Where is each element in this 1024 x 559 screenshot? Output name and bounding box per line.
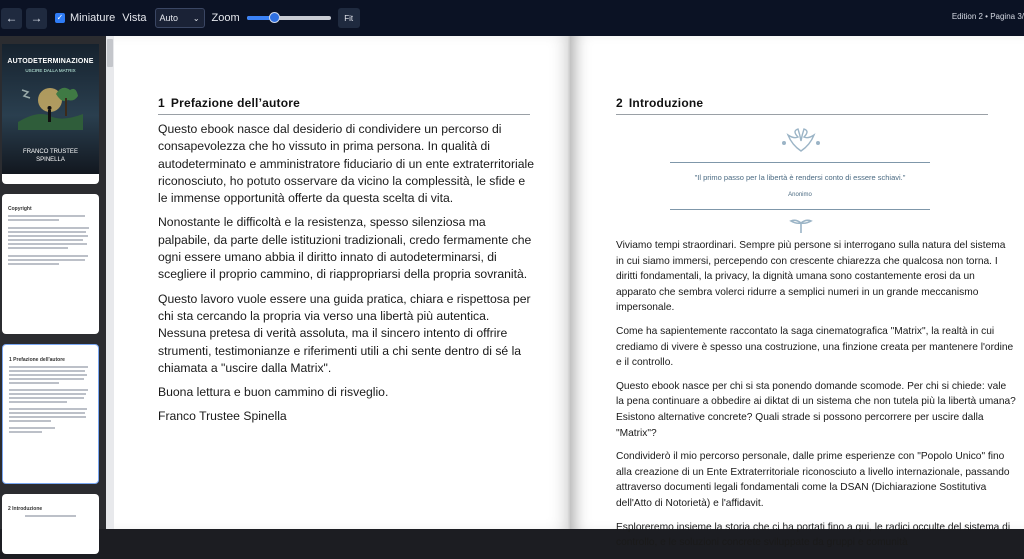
sidebar-scrollbar-thumb[interactable] xyxy=(107,39,113,67)
arrow-right-icon: → xyxy=(30,11,43,25)
toolbar xyxy=(0,0,1024,36)
thumbnail-introduzione-title: 2 Introduzione xyxy=(8,506,43,512)
thumbnails-checkbox[interactable] xyxy=(55,13,65,23)
book-spread xyxy=(114,36,1024,549)
epigraph-rule-bottom xyxy=(670,209,930,210)
checkmark-icon: ✓ xyxy=(56,13,64,22)
paragraph: Nonostante le difficoltà e la resistenza, spesso silenziosa ma palpabile, da parte delle istituzioni tradizionali, credo fermamente che ogni essere umano abbia il diritto innato di autodeterminarsi, di scegliere il proprio cammino, di riappropriarsi della propria sovranità. xyxy=(158,215,532,282)
fit-button[interactable]: Fit xyxy=(338,8,360,28)
thumbnail-sidebar xyxy=(0,36,106,529)
paragraph: Questo lavoro vuole essere una guida pratica, chiara e rispettosa per chi sta cercando la propria via verso una libertà più autentica. Nessuna pretesa di verità assoluta, ma il sincero intento di offrire strumenti, testimonianze e riferimenti utili a chi sente dentro di sé la chiamata a "uscire dalla Matrix". xyxy=(158,291,531,375)
chapter-title: Introduzione xyxy=(628,96,704,110)
ornament-top-icon xyxy=(778,127,824,153)
author-signature: Franco Trustee Spinella xyxy=(158,409,287,424)
chapter-title: Prefazione dell’autore xyxy=(170,96,300,110)
right-page-body xyxy=(616,238,1016,559)
epigraph-rule-top xyxy=(670,162,930,163)
chevron-down-icon: ⌄ xyxy=(192,13,200,23)
left-page xyxy=(114,36,570,529)
left-page-body xyxy=(158,121,534,433)
chapter-number: 2 xyxy=(616,96,623,110)
cover-art-icon xyxy=(18,80,83,130)
chapter-heading-2 xyxy=(616,96,703,110)
heading-divider xyxy=(158,114,530,115)
heading-divider xyxy=(616,114,988,115)
thumbnail-prefazione[interactable] xyxy=(2,344,99,484)
forward-button[interactable] xyxy=(26,8,47,29)
paragraph: Questo ebook nasce dal desiderio di condividere un percorso di consapevolezza che ho vissuto in prima persona. In qualità di autodeterminato e amministratore fiduciario di un ente extraterritoriale riconosciuto, ho potuto osservare da vicino la complessità, le sfide e le immense opportunità offerte da questa scelta di vita. xyxy=(158,122,534,206)
paragraph: Condividerò il mio percorso personale, dalle prime esperienze con "Popolo Unico" fino alla creazione di un Ente Extraterritoriale riconosciuto a livello internazionale, passando attraverso documenti legali fondamentali come la DSAN (Dichiarazione Sostitutiva dell'Atto di Notorietà) e l'affidavit. xyxy=(616,451,1010,509)
paragraph: Come ha sapientemente raccontato la saga cinematografica "Matrix", la realtà in cui crediamo di vivere è spesso una costruzione, una finzione creata per mantenere l'ordine e il controllo. xyxy=(616,325,1014,369)
epigraph-quote: "Il primo passo per la libertà è rendersi conto di essere schiavi." xyxy=(694,173,906,182)
chapter-heading-1 xyxy=(158,96,300,110)
cover-title: AUTODETERMINAZIONE xyxy=(7,58,94,65)
thumbnail-prefazione-title: 1 Prefazione dell'autore xyxy=(9,357,65,363)
thumbnail-copyright-title: Copyright xyxy=(8,206,32,212)
cover-author xyxy=(2,148,99,164)
arrow-left-icon: ← xyxy=(5,11,18,25)
paragraph: Questo ebook nasce per chi si sta ponendo domande scomode. Per chi si chiede: vale la pena continuare a obbedire ai diktat di un sistema che non tutela più la libertà umana? Esistono alternative concrete? Quali strade si possono percorrere per uscire dalla "Matrix"? xyxy=(616,380,1016,439)
thumbnail-copyright[interactable] xyxy=(2,194,99,334)
page-indicator: Edition 2 • Pagina 3/ xyxy=(951,12,1024,21)
paragraph: Esploreremo insieme la storia che ci ha portati fino a qui, le radici occulte del sistema di controllo, e le soluzioni concrete sviluppate da gruppi e comunità xyxy=(616,521,1011,549)
sidebar-scrollbar[interactable] xyxy=(106,36,114,529)
thumbnails-label: Miniature xyxy=(70,12,116,24)
cover-subtitle: USCIRE DALLA MATRIX xyxy=(25,68,76,73)
view-select-value: Auto xyxy=(159,13,179,23)
thumbnail-introduzione[interactable] xyxy=(2,494,99,554)
chapter-number: 1 xyxy=(158,96,165,110)
back-button[interactable] xyxy=(1,8,22,29)
cover-author-line1: FRANCO TRUSTEE xyxy=(23,149,78,155)
paragraph: Viviamo tempi straordinari. Sempre più persone si interrogano sulla natura del sistema in cui siamo immersi, percependo con crescente chiarezza che qualcosa non torna. I diritti fondamentali, la privacy, la dignità umana sono costantemente erosi da un apparato che sembra volerci ridurre a semplici numeri in un grande meccanismo impersonale. xyxy=(616,240,1006,314)
zoom-label: Zoom xyxy=(211,12,240,24)
thumbnail-cover[interactable] xyxy=(2,44,99,184)
right-page xyxy=(570,36,1024,549)
ornament-bottom-icon xyxy=(788,217,814,235)
view-select[interactable] xyxy=(155,8,205,28)
zoom-slider[interactable] xyxy=(247,12,331,24)
view-label: Vista xyxy=(122,12,147,24)
cover-image xyxy=(2,44,99,174)
cover-author-line2: SPINELLA xyxy=(36,157,65,163)
zoom-slider-thumb[interactable] xyxy=(269,12,280,23)
epigraph-author: Anonimo xyxy=(788,192,812,198)
paragraph: Buona lettura e buon cammino di risveglio. xyxy=(158,385,389,400)
